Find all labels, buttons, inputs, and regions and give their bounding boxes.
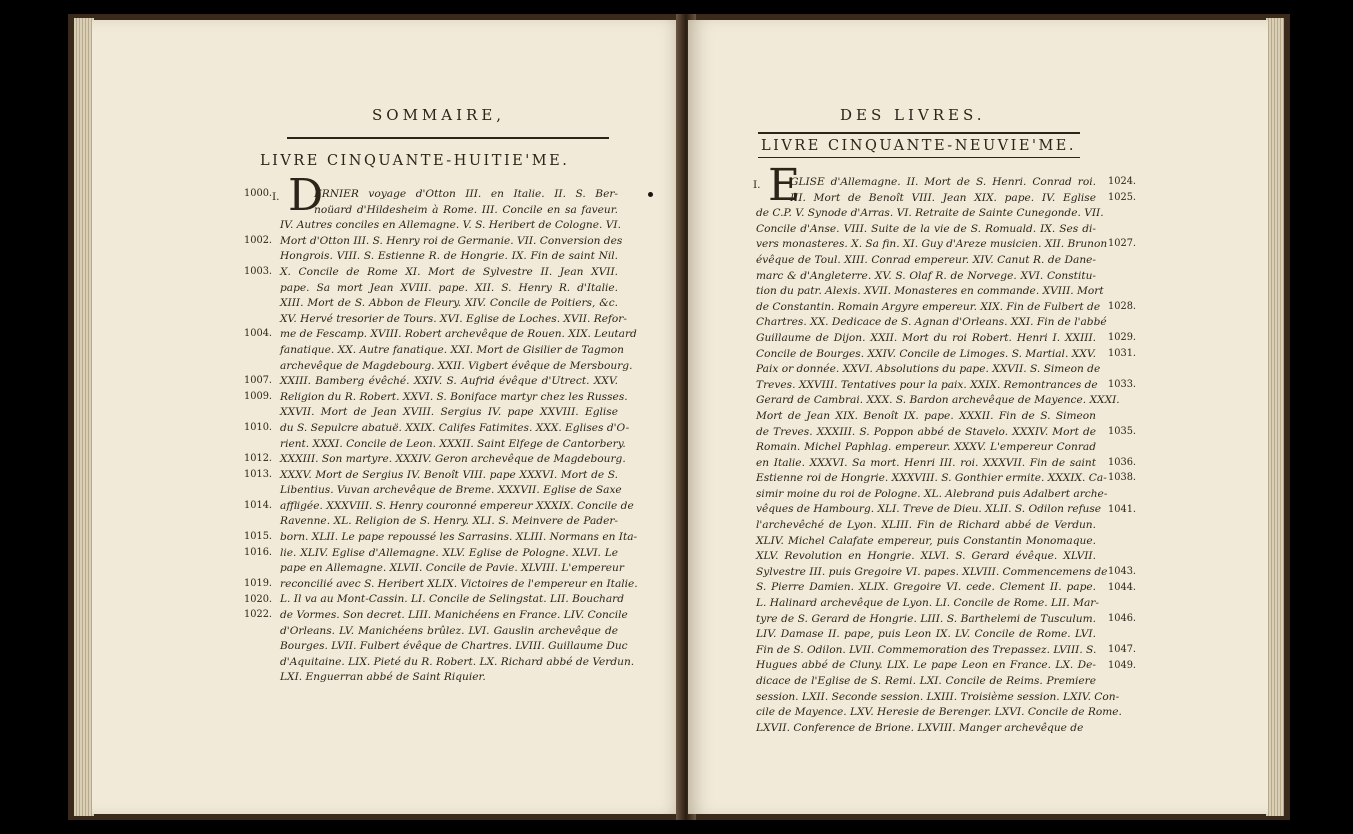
year-marker: 1025. <box>1108 191 1137 203</box>
summary-line: LXI. Enguerran abbé de Saint Riquier. <box>280 671 486 684</box>
summary-line: fanatique. XX. Autre fanatique. XXI. Mort de Gisilier de Tagmon <box>280 343 625 356</box>
year-marker: 1044. <box>1108 581 1137 593</box>
summary-line: Treves. XXVIII. Tentatives pour la paix. XXIX. Remontrances de <box>756 378 1098 391</box>
year-marker: 1009. <box>244 390 273 402</box>
summary-line: session. LXII. Seconde session. LXIII. Troisième session. LXIV. Con- <box>756 690 1120 703</box>
summary-line: Concile d'Anse. VIII. Suite de la vie de S. Romuald. IX. Ses di- <box>756 222 1096 235</box>
summary-line: Hongrois. VIII. S. Estienne R. de Hongrie. IX. Fin de saint Nil. <box>280 250 618 263</box>
summary-line: III. Mort de Benoît VIII. Jean XIX. pape. IV. Eglise <box>790 191 1096 204</box>
summary-line: Fin de S. Odilon. LVII. Commemoration des Trepassez. LVIII. S. <box>756 643 1097 656</box>
summary-line: XIII. Mort de S. Abbon de Fleury. XIV. Concile de Poitiers, &c. <box>280 297 618 310</box>
drop-cap-left: D <box>288 170 324 221</box>
year-marker: 1014. <box>244 500 273 511</box>
summary-line: Gerard de Cambrai. XXX. S. Bardon archevêque de Mayence. XXXI. <box>756 394 1120 407</box>
summary-line: de Constantin. Romain Argyre empereur. XIX. Fin de Fulbert de <box>756 300 1101 313</box>
summary-line: Concile de Bourges. XXIV. Concile de Limoges. S. Martial. XXV. <box>756 347 1096 360</box>
summary-line: d'Orleans. LV. Manichéens brûlez. LVI. Gauslin archevêque de <box>280 624 618 637</box>
summary-line: Romain. Michel Paphlag. empereur. XXXV. L'empereur Conrad <box>756 441 1096 454</box>
year-marker: 1029. <box>1108 332 1137 343</box>
year-marker: 1020. <box>244 593 273 605</box>
summary-line: IV. Autres conciles en Allemagne. V. S. Heribert de Cologne. VI. <box>280 219 621 232</box>
summary-text-right <box>756 175 1122 736</box>
header-rule-left <box>287 137 609 139</box>
summary-line: marc & d'Angleterre. XV. S. Olaf R. de Norvege. XVI. Constitu- <box>756 269 1096 282</box>
summary-line: l'archevêché de Lyon. XLIII. Fin de Richard abbé de Verdun. <box>756 519 1096 532</box>
right-page <box>688 20 1268 814</box>
year-marker: 1043. <box>1108 566 1137 577</box>
open-book <box>68 14 1290 820</box>
year-marker: 1046. <box>1108 612 1137 624</box>
year-marker: 1013. <box>244 468 273 480</box>
year-marker: 1038. <box>1108 472 1137 484</box>
summary-line: LIV. Damase II. pape, puis Leon IX. LV. Concile de Rome. LVI. <box>756 628 1096 641</box>
summary-line: noüard d'Hildesheim à Rome. III. Concile en sa faveur. <box>314 203 618 216</box>
year-marker: 1004. <box>244 328 273 340</box>
year-marker: 1027. <box>1108 238 1137 250</box>
summary-line: Bourges. LVII. Fulbert évêque de Chartres. LVIII. Guillaume Duc <box>280 640 628 653</box>
summary-line: évêque de Toul. XIII. Conrad empereur. XIV. Canut R. de Dane- <box>756 253 1096 266</box>
summary-line: Chartres. XX. Dedicace de S. Agnan d'Orleans. XXI. Fin de l'abbé <box>756 316 1107 329</box>
summary-line: cile de Mayence. LXV. Heresie de Berenger. LXVI. Concile de Rome. <box>756 706 1122 719</box>
lead-numeral-right: I. <box>753 179 761 191</box>
year-marker: 1016. <box>244 546 273 558</box>
year-marker: 1007. <box>244 375 273 387</box>
summary-line: L. Halinard archevêque de Lyon. LI. Concile de Rome. LII. Mar- <box>756 597 1099 610</box>
summary-line: LXVII. Conference de Brione. LXVIII. Manger archevêque de <box>756 721 1084 734</box>
ink-spot <box>648 192 653 197</box>
year-marker: 1015. <box>244 531 273 543</box>
left-page <box>92 20 684 814</box>
summary-line: me de Fescamp. XVIII. Robert archevêque de Rouen. XIX. Leutard <box>280 328 637 341</box>
summary-line: de Treves. XXXIII. S. Poppon abbé de Stavelo. XXXIV. Mort de <box>756 425 1096 438</box>
year-marker: 1010. <box>244 422 273 433</box>
summary-line: Libentius. Vuvan archevêque de Breme. XXXVII. Eglise de Saxe <box>280 484 622 497</box>
year-marker: 1035. <box>1108 425 1137 437</box>
year-marker: 1031. <box>1108 347 1137 359</box>
summary-line: tion du patr. Alexis. XVII. Monasteres en commande. XVIII. Mort <box>756 285 1104 298</box>
summary-line: Estienne roi de Hongrie. XXXVIII. S. Gonthier ermite. XXXIX. Ca- <box>756 472 1107 485</box>
summary-line: GLISE d'Allemagne. II. Mort de S. Henri. Conrad roi. <box>790 176 1096 188</box>
summary-line: rient. XXXI. Concile de Leon. XXXII. Saint Elfege de Cantorbery. <box>280 437 626 450</box>
summary-line: d'Aquitaine. LIX. Pieté du R. Robert. LX. Richard abbé de Verdun. <box>280 655 635 668</box>
summary-line: XLIV. Michel Calafate empereur, puis Constantin Monomaque. <box>756 534 1096 547</box>
year-marker: 1033. <box>1108 378 1137 390</box>
summary-line: pape en Allemagne. XLVII. Concile de Pavie. XLVIII. L'empereur <box>280 562 624 575</box>
year-marker: 1036. <box>1108 456 1137 468</box>
summary-line: simir moine du roi de Pologne. XL. Alebrand puis Adalbert arche- <box>756 487 1108 500</box>
section-title-left: LIVRE CINQUANTE-HUITIE'ME. <box>260 153 570 169</box>
running-head-left: SOMMAIRE, <box>372 106 506 124</box>
summary-line: vers monasteres. X. Sa fin. XI. Guy d'Areze musicien. XII. Brunon <box>756 238 1108 251</box>
summary-line: Paix or donnée. XXVI. Absolutions du pape. XXVII. S. Simeon de <box>756 363 1101 376</box>
summary-line: XV. Hervé tresorier de Tours. XVI. Eglise de Loches. XVII. Refor- <box>280 312 627 325</box>
summary-line: Sylvestre III. puis Gregoire VI. papes. XLVIII. Commencemens de <box>756 565 1108 578</box>
summary-line: S. Pierre Damien. XLIX. Gregoire VI. cede. Clement II. pape. <box>756 581 1096 594</box>
right-page-edges <box>1266 18 1284 816</box>
section-rule-right <box>758 157 1080 158</box>
summary-line: XXXV. Mort de Sergius IV. Benoît VIII. pape XXXVI. Mort de S. <box>280 468 618 481</box>
summary-line: Hugues abbé de Cluny. LIX. Le pape Leon en France. LX. De- <box>756 659 1096 672</box>
year-marker: 1002. <box>244 234 273 246</box>
running-head-right: DES LIVRES. <box>840 106 986 124</box>
summary-line: vêques de Hambourg. XLI. Treve de Dieu. XLII. S. Odilon refuse <box>756 503 1102 516</box>
summary-line: tyre de S. Gerard de Hongrie. LIII. S. Barthelemi de Tusculum. <box>756 612 1096 625</box>
year-marker: 1049. <box>1108 659 1137 671</box>
left-page-edges <box>74 18 94 816</box>
summary-line: Ravenne. XL. Religion de S. Henry. XLI. S. Meinvere de Pader- <box>280 515 618 528</box>
year-marker: 1012. <box>244 453 273 465</box>
year-marker: 1022. <box>244 609 273 621</box>
summary-line: de C.P. V. Synode d'Arras. VI. Retraite de Sainte Cunegonde. VII. <box>756 207 1104 220</box>
year-marker: 1019. <box>244 578 273 589</box>
summary-text-left <box>280 187 638 686</box>
summary-line: Mort d'Otton III. S. Henry roi de Germanie. VII. Conversion des <box>280 234 623 247</box>
summary-line: reconcilié avec S. Heribert XLIX. Victoires de l'empereur en Italie. <box>280 577 638 590</box>
year-marker: 1024. <box>1108 176 1137 187</box>
year-marker: 1000. <box>244 188 273 199</box>
summary-line: XLV. Revolution en Hongrie. XLVI. S. Gerard évêque. XLVII. <box>756 550 1096 563</box>
summary-line: Religion du R. Robert. XXVI. S. Boniface martyr chez les Russes. <box>280 390 628 403</box>
summary-line: archevêque de Magdebourg. XXII. Vigbert évêque de Mersbourg. <box>280 359 633 372</box>
summary-line: en Italie. XXXVI. Sa mort. Henri III. roi. XXXVII. Fin de saint <box>756 456 1096 469</box>
summary-line: de Vormes. Son decret. LIII. Manichéens en France. LIV. Concile <box>280 609 628 622</box>
section-title-right: LIVRE CINQUANTE-NEUVIE'ME. <box>761 138 1076 154</box>
summary-line: XXIII. Bamberg évêché. XXIV. S. Aufrid évêque d'Utrect. XXV. <box>280 375 618 388</box>
drop-cap-right: E <box>768 160 801 211</box>
summary-line: pape. Sa mort Jean XVIII. pape. XII. S. Henry R. d'Italie. <box>280 281 618 294</box>
summary-line: lie. XLIV. Eglise d'Allemagne. XLV. Eglise de Pologne. XLVI. Le <box>280 546 618 559</box>
year-marker: 1028. <box>1108 300 1137 312</box>
summary-line: du S. Sepulcre abatuë. XXIX. Califes Fatimites. XXX. Eglises d'O- <box>280 421 630 434</box>
year-marker: 1047. <box>1108 644 1137 655</box>
header-rule-right <box>758 132 1080 134</box>
year-marker: 1003. <box>244 266 273 277</box>
summary-line: Guillaume de Dijon. XXII. Mort du roi Robert. Henri I. XXIII. <box>756 331 1096 344</box>
summary-line: XXVII. Mort de Jean XVIII. Sergius IV. pape XXVIII. Eglise <box>280 406 618 419</box>
summary-line: Mort de Jean XIX. Benoît IX. pape. XXXII. Fin de S. Simeon <box>756 409 1096 422</box>
summary-line: X. Concile de Rome XI. Mort de Sylvestre II. Jean XVII. <box>280 265 618 278</box>
summary-line: ERNIER voyage d'Otton III. en Italie. II. S. Ber- <box>314 188 618 200</box>
summary-line: XXXIII. Son martyre. XXXIV. Geron archevêque de Magdebourg. <box>280 453 626 466</box>
summary-line: born. XLII. Le pape repoussé les Sarrasins. XLIII. Normans en Ita- <box>280 531 638 544</box>
summary-line: affligée. XXXVIII. S. Henry couronné empereur XXXIX. Concile de <box>280 499 634 512</box>
summary-line: L. Il va au Mont-Cassin. LI. Concile de Selingstat. LII. Bouchard <box>280 593 624 606</box>
year-marker: 1041. <box>1108 503 1137 515</box>
summary-line: dicace de l'Eglise de S. Remi. LXI. Concile de Reims. Premiere <box>756 675 1096 687</box>
lead-numeral-left: I. <box>272 191 280 203</box>
